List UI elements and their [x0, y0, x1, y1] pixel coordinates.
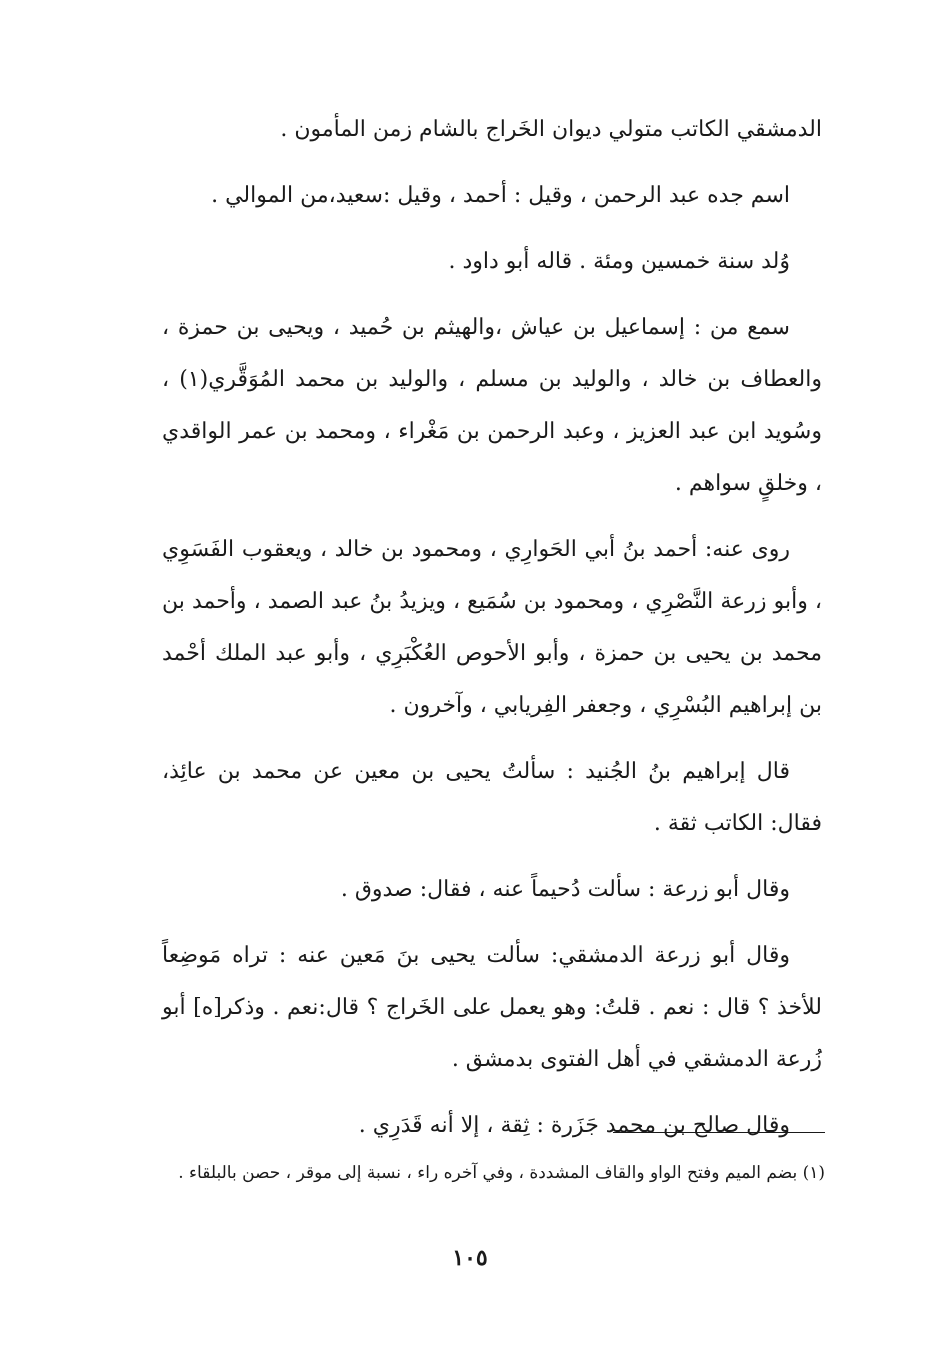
paragraph-5: روى عنه: أحمد بنُ أبي الحَوارِي ، ومحمود بن خالد ، ويعقوب الفَسَوِي ، وأبو زرعة النَّصْرِي ، ومحمود بن سُمَيع ، ويزيدُ بنُ عبد الصمد ، وأحمد بن محمد بن يحيى بن حمزة ، وأبو الأحوص العُكْبَرِي ، وأبو عبد الملك أحْمد بن إبراهيم البُسْرِي ، وجعفر الفِريابي ، وآخرون . [162, 537, 822, 718]
paragraph-2: اسم جده عبد الرحمن ، وقيل : أحمد ، وقيل :سعيد،من الموالي . [211, 183, 790, 208]
paragraph-6: قال إبراهيم بنُ الجُنيد : سألتُ يحيى بن معين عن محمد بن عائِذ، فقال: الكاتب ثقة . [162, 759, 822, 836]
paragraph-3: وُلد سنة خمسين ومئة . قاله أبو داود . [448, 249, 790, 274]
footnote: (١) بضم الميم وفتح الواو والقاف المشددة ، وفي آخره راء ، نسبة إلى موقر ، حصن بالبلقاء . [178, 1163, 825, 1183]
paragraph-9: وقال صالح بن محمد جَزَرة : ثِقة ، إلا أنه قَدَرِي . [358, 1113, 790, 1138]
main-text [162, 104, 822, 1166]
page-number: ١٠٥ [452, 1245, 488, 1271]
paragraph-4: سمع من : إسماعيل بن عياش ،والهيثم بن حُميد ، ويحيى بن حمزة ، والعطاف بن خالد ، والوليد بن مسلم ، والوليد بن محمد المُوَقَّري(١) ، وسُويد ابن عبد العزيز ، وعبد الرحمن بن مَغْراء ، ومحمد بن عمر الواقدي ، وخلقٍ سواهم . [162, 315, 822, 496]
paragraph-7: وقال أبو زرعة : سألت دُحيماً عنه ، فقال: صدوق . [340, 877, 790, 902]
paragraph-1: الدمشقي الكاتب متولي ديوان الخَراج بالشام زمن المأمون . [280, 117, 822, 142]
paragraph-8: وقال أبو زرعة الدمشقي: سألت يحيى بنَ مَعين عنه : تراه مَوضِعاً للأخذ ؟ قال : نعم . قلتُ: وهو يعمل على الخَراج ؟ قال:نعم . وذكر[ه] أبو زُرعة الدمشقي في أهل الفتوى بدمشق . [162, 943, 822, 1072]
footnote-divider [613, 1132, 825, 1133]
